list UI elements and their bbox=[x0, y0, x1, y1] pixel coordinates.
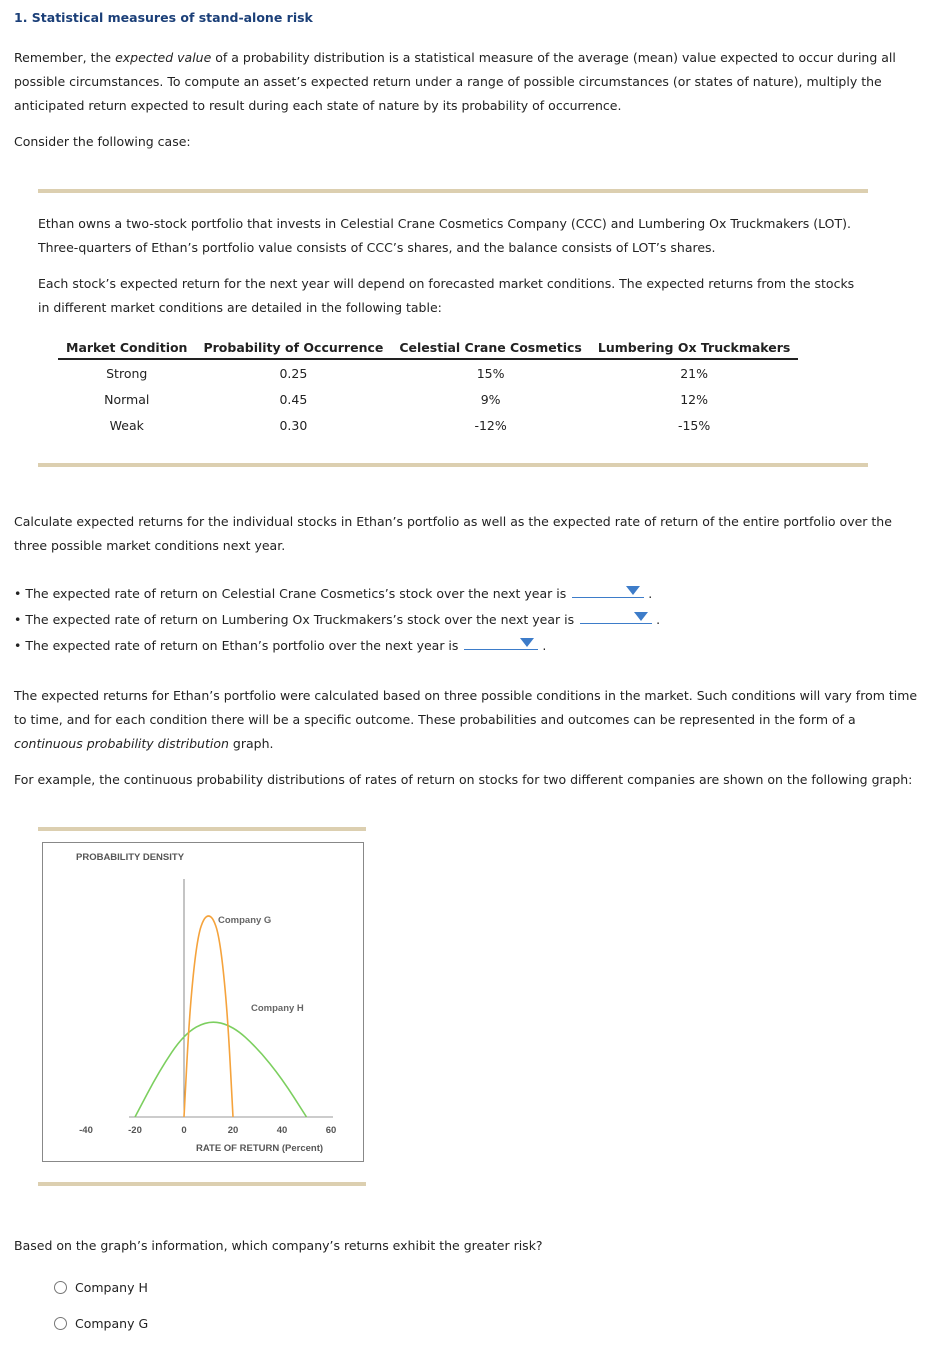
company-g-label: Company G bbox=[218, 915, 272, 926]
dropdown-arrow-icon bbox=[520, 638, 534, 647]
x-tick-label: 60 bbox=[325, 1125, 337, 1136]
company-h-label: Company H bbox=[251, 1003, 304, 1014]
dropdown-arrow-icon bbox=[634, 612, 648, 621]
cell-ccc-return: 15% bbox=[476, 365, 505, 381]
chart-bottom-rule bbox=[38, 1182, 366, 1186]
bullet-lot: • The expected rate of return on Lumbering Ox Truckmakers’s stock over the next year is . bbox=[14, 607, 660, 633]
question-text: Based on the graph’s information, which company’s returns exhibit the greater risk? bbox=[14, 1238, 543, 1253]
cell-ccc-return: 9% bbox=[480, 391, 501, 407]
portfolio-return-dropdown[interactable] bbox=[464, 635, 538, 650]
case-paragraph-2: Each stock’s expected return for the next year will depend on forecasted market conditions. The expected returns from the stocks in different market conditions are detailed in the following table: bbox=[38, 276, 855, 315]
consider-text: Consider the following case: bbox=[14, 134, 191, 149]
returns-table bbox=[58, 336, 798, 438]
option-company-g-label: Company G bbox=[75, 1316, 149, 1331]
chart-top-rule bbox=[38, 827, 366, 831]
cell-condition: Normal bbox=[104, 391, 150, 407]
table-row bbox=[58, 359, 798, 386]
cell-probability: 0.30 bbox=[279, 417, 308, 433]
header-ccc: Celestial Crane Cosmetics bbox=[391, 336, 590, 359]
continuous-paragraph bbox=[14, 684, 919, 756]
intro-emphasis: expected value bbox=[115, 50, 212, 65]
x-tick-label: 0 bbox=[181, 1125, 187, 1136]
intro-text-b: of a probability distribution is a statistical measure of the average (mean) value expected to occur during all possible circumstances. To compute an asset’s expected return under a range of possible circumstances (or states of nature), multiply the anticipated return expected to result during each state of nature by its probability of occurrence. bbox=[14, 50, 896, 113]
cell-lot-return: -15% bbox=[677, 417, 711, 433]
x-tick-label: 20 bbox=[227, 1125, 239, 1136]
continuous-emphasis-2: probability distribution bbox=[86, 736, 229, 751]
bullet-portfolio: • The expected rate of return on Ethan’s portfolio over the next year is . bbox=[14, 633, 546, 659]
page-title: 1. Statistical measures of stand-alone risk bbox=[14, 10, 313, 25]
continuous-text-b: graph. bbox=[228, 736, 274, 751]
x-tick-label: -20 bbox=[128, 1125, 142, 1136]
radio-company-h[interactable] bbox=[54, 1281, 67, 1294]
bullet-lot-text: The expected rate of return on Lumbering Ox Truckmakers’s stock over the next year is bbox=[25, 612, 575, 627]
intro-paragraph bbox=[14, 46, 919, 118]
company-g-curve bbox=[184, 916, 233, 1117]
cell-lot-return: 21% bbox=[680, 365, 708, 381]
lot-return-dropdown[interactable] bbox=[580, 609, 652, 624]
continuous-emphasis-1: continuous bbox=[14, 736, 83, 751]
continuous-text-a: The expected returns for Ethan’s portfolio were calculated based on three possible conditions in the market. Such conditions will vary from time to time, and for each condition there will be a specific outcome. These probabilities and outcomes can be represented in the form of a bbox=[14, 688, 918, 727]
company-h-curve bbox=[135, 1022, 307, 1117]
table-header-row bbox=[58, 336, 798, 359]
cell-condition: Weak bbox=[109, 417, 144, 433]
case-bottom-rule bbox=[38, 463, 868, 467]
case-paragraph-1: Ethan owns a two-stock portfolio that invests in Celestial Crane Cosmetics Company (CCC) and Lumbering Ox Truckmakers (LOT). Three-quarters of Ethan’s portfolio value consists of CCC’s shares, and the balance consists of LOT’s shares. bbox=[38, 216, 851, 255]
bullet-portfolio-text: The expected rate of return on Ethan’s portfolio over the next year is bbox=[25, 638, 459, 653]
table-row bbox=[58, 412, 798, 438]
header-lot: Lumbering Ox Truckmakers bbox=[590, 336, 798, 359]
option-company-h[interactable] bbox=[54, 1280, 148, 1295]
option-company-g[interactable] bbox=[54, 1316, 148, 1331]
bullet-ccc: • The expected rate of return on Celestial Crane Cosmetics’s stock over the next year is . bbox=[14, 581, 652, 607]
chart-xlabel: RATE OF RETURN (Percent) bbox=[196, 1143, 324, 1154]
table-row bbox=[58, 386, 798, 412]
cell-lot-return: 12% bbox=[680, 391, 708, 407]
dropdown-arrow-icon bbox=[626, 586, 640, 595]
cell-probability: 0.45 bbox=[279, 391, 308, 407]
header-probability: Probability of Occurrence bbox=[195, 336, 391, 359]
example-text: For example, the continuous probability distributions of rates of return on stocks for two different companies are shown on the following graph: bbox=[14, 772, 913, 787]
distribution-chart-svg bbox=[43, 843, 363, 1161]
task-instruction: Calculate expected returns for the individual stocks in Ethan’s portfolio as well as the expected rate of return of the entire portfolio over the three possible market conditions next year. bbox=[14, 514, 892, 553]
intro-text-a: Remember, the bbox=[14, 50, 116, 65]
bullet-ccc-text: The expected rate of return on Celestial Crane Cosmetics’s stock over the next year is bbox=[25, 586, 567, 601]
cell-condition: Strong bbox=[106, 365, 148, 381]
x-tick-label: -40 bbox=[79, 1125, 93, 1136]
case-top-rule bbox=[38, 189, 868, 193]
cell-ccc-return: -12% bbox=[474, 417, 507, 433]
radio-company-g[interactable] bbox=[54, 1317, 67, 1330]
cell-probability: 0.25 bbox=[279, 365, 308, 381]
chart-ylabel: PROBABILITY DENSITY bbox=[76, 852, 185, 863]
header-market-condition: Market Condition bbox=[58, 336, 195, 359]
option-company-h-label: Company H bbox=[75, 1280, 148, 1295]
x-tick-label: 40 bbox=[276, 1125, 288, 1136]
ccc-return-dropdown[interactable] bbox=[572, 583, 644, 598]
distribution-chart bbox=[42, 842, 364, 1162]
